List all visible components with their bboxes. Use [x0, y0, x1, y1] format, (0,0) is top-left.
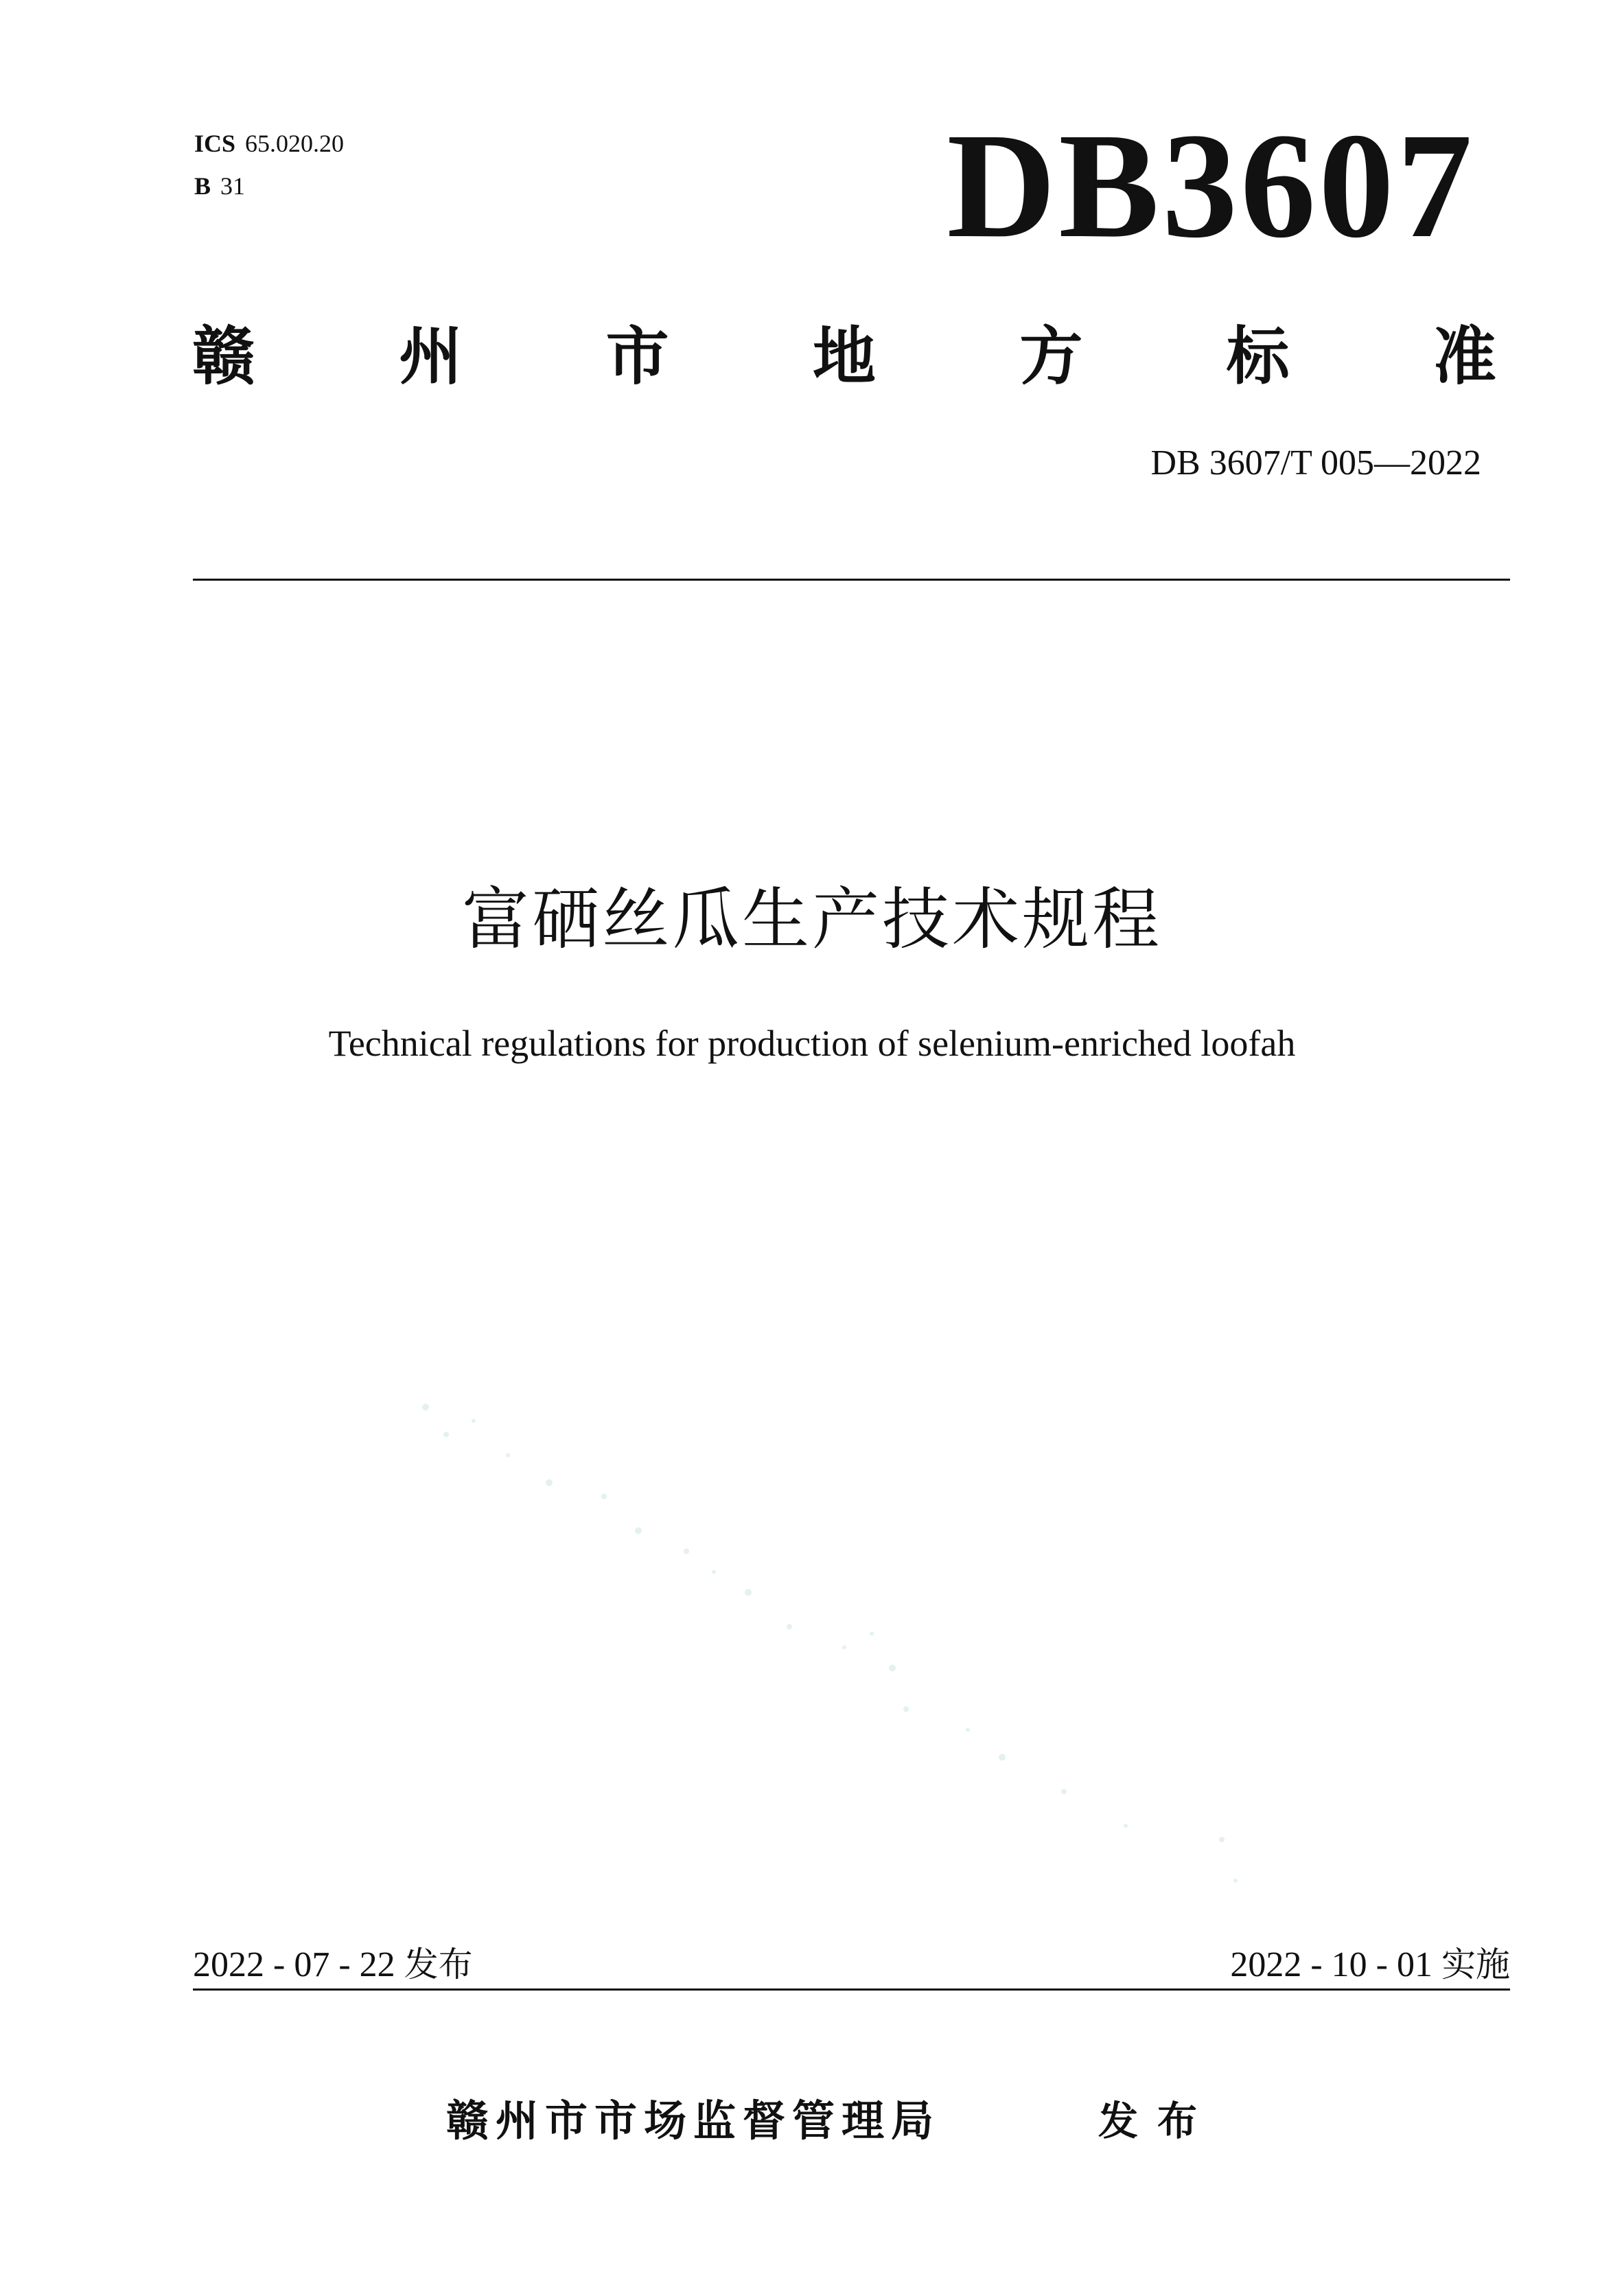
- ccs-value: 31: [220, 172, 246, 200]
- issuing-authority: 赣州市市场监督管理局: [446, 2096, 941, 2146]
- standard-mark: DB3607: [947, 102, 1475, 269]
- ics-value: 65.020.20: [245, 130, 345, 157]
- implement-date: [1230, 1943, 1510, 1987]
- issue-date-value: 2022 - 07 - 22: [193, 1945, 395, 1984]
- title-chinese: 富硒丝瓜生产技术规程: [461, 881, 1162, 959]
- standard-kind-heading: [192, 319, 1496, 395]
- standard-kind-char: 地: [812, 320, 876, 393]
- standard-kind-char: 赣: [192, 320, 256, 393]
- classification-codes: [194, 122, 344, 207]
- title-english: Technical regulations for production of selenium-enriched loofah: [328, 1023, 1296, 1064]
- ccs-label: B: [194, 172, 211, 200]
- standard-kind-char: 标: [1226, 320, 1290, 393]
- implement-date-label: 实施: [1441, 1945, 1510, 1984]
- implement-date-value: 2022 - 10 - 01: [1230, 1945, 1432, 1984]
- header-divider: [193, 579, 1510, 581]
- issuing-action: 发布: [1098, 2098, 1217, 2144]
- standard-number: DB 3607/T 005—2022: [1150, 443, 1481, 483]
- ccs-code: [194, 165, 344, 207]
- issue-date: [193, 1943, 473, 1987]
- ics-code: [194, 122, 344, 165]
- issue-date-label: 发布: [404, 1945, 473, 1984]
- ics-label: ICS: [194, 130, 236, 157]
- date-divider: [193, 1988, 1510, 1991]
- standard-kind-char: 方: [1019, 320, 1083, 393]
- standard-kind-char: 州: [399, 320, 463, 393]
- standard-kind-char: 市: [605, 320, 669, 393]
- standard-kind-char: 准: [1432, 320, 1496, 393]
